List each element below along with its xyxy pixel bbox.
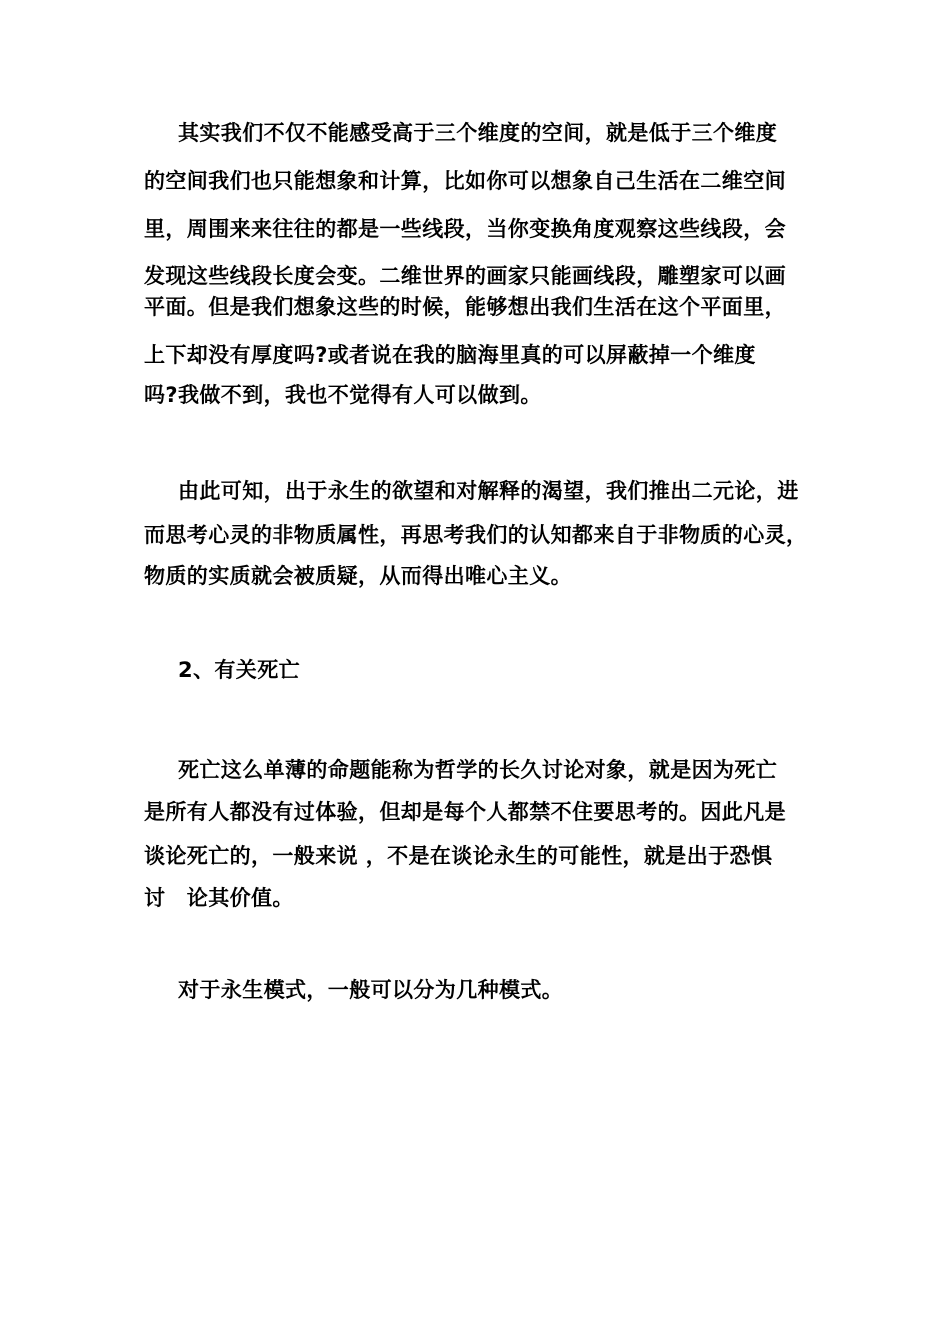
paragraph-3-line-1: 死亡这么单薄的命题能称为哲学的长久讨论对象，就是因为死亡 xyxy=(178,758,778,782)
paragraph-1-line-4: 发现这些线段长度会变。二维世界的画家只能画线段，雕塑家可以画 xyxy=(144,264,786,288)
section-heading: 2、有关死亡 xyxy=(178,658,301,682)
paragraph-3-line-4: 讨 论其价值。 xyxy=(144,886,294,910)
paragraph-2-line-2: 而思考心灵的非物质属性，再思考我们的认知都来自于非物质的心灵， xyxy=(144,523,808,547)
paragraph-1-line-3: 里，周围来来往往的都是一些线段，当你变换角度观察这些线段，会 xyxy=(144,217,786,241)
paragraph-4-line-1: 对于永生模式，一般可以分为几种模式。 xyxy=(178,978,564,1002)
paragraph-1-line-2: 的空间我们也只能想象和计算，比如你可以想象自己生活在二维空间 xyxy=(144,169,786,193)
paragraph-1-line-6: 上下却没有厚度吗?或者说在我的脑海里真的可以屏蔽掉一个维度 xyxy=(144,343,756,367)
paragraph-3-line-3: 谈论死亡的，一般来说 ，不是在谈论永生的可能性，就是出于恐惧 xyxy=(144,844,773,868)
paragraph-1-line-5: 平面。但是我们想象这些的时候，能够想出我们生活在这个平面里， xyxy=(144,295,786,319)
paragraph-3-line-2: 是所有人都没有过体验，但却是每个人都禁不住要思考的。因此凡是 xyxy=(144,800,786,824)
paragraph-2-line-3: 物质的实质就会被质疑，从而得出唯心主义。 xyxy=(144,564,572,588)
paragraph-2-line-1: 由此可知，出于永生的欲望和对解释的渴望，我们推出二元论，进 xyxy=(178,479,799,503)
paragraph-1-line-1: 其实我们不仅不能感受高于三个维度的空间，就是低于三个维度 xyxy=(178,121,778,145)
paragraph-1-line-7: 吗?我做不到，我也不觉得有人可以做到。 xyxy=(144,383,542,407)
